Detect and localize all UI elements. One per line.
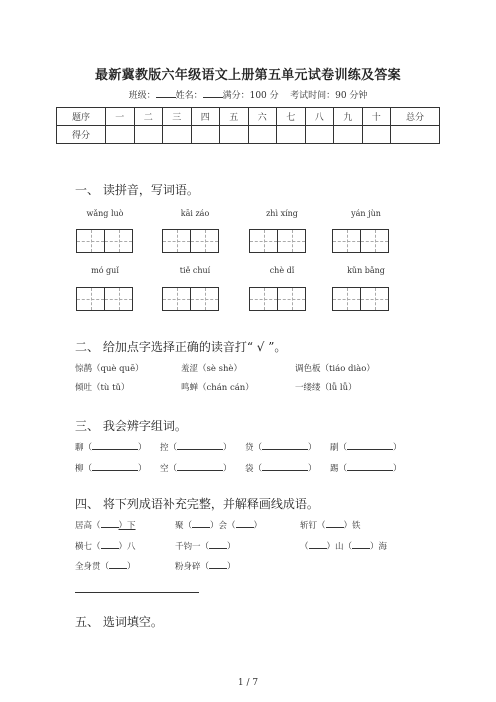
pinyin-label: tiě chuí xyxy=(179,266,211,275)
word-group-item[interactable]: 聊（ ） xyxy=(75,443,147,453)
time-label: 考试时间：90 分钟 xyxy=(290,91,368,101)
idiom-item[interactable]: 斩钉（ ）铁 xyxy=(300,521,361,531)
header-cell: 六 xyxy=(248,108,277,126)
score-cell xyxy=(334,126,363,144)
score-label: 满分：100 分 xyxy=(222,91,279,101)
document-title: 最新冀教版六年级语文上册第五单元试卷训练及答案 xyxy=(95,68,401,83)
score-row-label: 得分 xyxy=(57,126,106,144)
header-cell: 一 xyxy=(106,108,135,126)
header-cell: 四 xyxy=(191,108,220,126)
word-group-item[interactable]: 刷（ ） xyxy=(330,443,402,453)
section3-heading: 三、 我会辨字组词。 xyxy=(75,419,187,433)
pinyin-label: kāi záo xyxy=(180,209,210,218)
word-group-item[interactable]: 贷（ ） xyxy=(245,443,317,453)
idiom-item[interactable]: 粉身碎（ ） xyxy=(175,562,236,572)
score-cell xyxy=(163,126,192,144)
score-cell xyxy=(134,126,163,144)
header-cell: 二 xyxy=(134,108,163,126)
reading-choice[interactable]: 倾吐（tù tǔ） xyxy=(75,383,130,393)
score-cell xyxy=(277,126,306,144)
reading-choice[interactable]: 惊鹊（què quē） xyxy=(75,364,144,374)
score-cell xyxy=(191,126,220,144)
writing-grid[interactable] xyxy=(249,287,306,311)
writing-grid[interactable] xyxy=(162,229,219,253)
score-cell xyxy=(106,126,135,144)
idiom-item[interactable]: （ ）山（ ）海 xyxy=(300,542,388,552)
word-group-item[interactable]: 控（ ） xyxy=(160,443,232,453)
header-cell: 七 xyxy=(277,108,306,126)
header-cell: 三 xyxy=(163,108,192,126)
reading-choice[interactable]: 一缕缕（lǚ lǚ） xyxy=(295,383,357,393)
pinyin-label: kǔn bǎng xyxy=(347,266,385,275)
word-group-item[interactable]: 踢（ ） xyxy=(330,464,402,474)
score-table xyxy=(56,107,440,144)
reading-choice[interactable]: 鸣蝉（chán cán） xyxy=(181,383,254,393)
score-cell xyxy=(362,126,391,144)
pinyin-label: yán jùn xyxy=(351,209,381,218)
section2-heading: 二、 给加点字选择正确的读音打“ √ ”。 xyxy=(75,340,287,354)
pinyin-label: mó guǐ xyxy=(91,266,119,275)
idiom-item[interactable]: 横七（ ）八 xyxy=(75,542,136,552)
word-group-item[interactable]: 空（ ） xyxy=(160,464,232,474)
idiom-item[interactable]: 千钧一（ ） xyxy=(175,542,236,552)
section5-heading: 五、 选词填空。 xyxy=(75,615,163,629)
section4-heading: 四、 将下列成语补充完整，并解释画线成语。 xyxy=(75,497,319,511)
name-blank xyxy=(203,89,223,98)
idiom-item[interactable]: 居高（ ）下 xyxy=(75,521,136,531)
pinyin-label: wǎng luò xyxy=(86,209,124,218)
score-cell xyxy=(305,126,334,144)
word-group-item[interactable]: 袋（ ） xyxy=(245,464,317,474)
writing-grid[interactable] xyxy=(332,287,389,311)
section1-heading: 一、 读拼音，写词语。 xyxy=(75,183,199,197)
writing-grid[interactable] xyxy=(76,287,133,311)
class-label: 班级： xyxy=(128,91,156,101)
class-blank xyxy=(156,89,176,98)
header-cell: 八 xyxy=(305,108,334,126)
answer-line[interactable] xyxy=(75,592,199,593)
header-cell: 十 xyxy=(362,108,391,126)
writing-grid[interactable] xyxy=(332,229,389,253)
score-cell xyxy=(220,126,249,144)
writing-grid[interactable] xyxy=(162,287,219,311)
exam-info xyxy=(0,88,496,101)
pinyin-label: chè dǐ xyxy=(269,266,295,275)
reading-choice[interactable]: 调色板（tiáo diào） xyxy=(295,364,375,374)
score-table-score-row xyxy=(57,126,440,144)
header-cell: 五 xyxy=(220,108,249,126)
name-label: 姓名： xyxy=(175,91,203,101)
score-table-header-row xyxy=(57,108,440,126)
score-cell xyxy=(391,126,440,144)
writing-grid[interactable] xyxy=(249,229,306,253)
page-number: 1 / 7 xyxy=(237,678,259,688)
score-cell xyxy=(248,126,277,144)
pinyin-label: zhì xíng xyxy=(266,209,298,218)
header-cell: 九 xyxy=(334,108,363,126)
word-group-item[interactable]: 柳（ ） xyxy=(75,464,147,474)
reading-choice[interactable]: 羞涩（sè shè） xyxy=(181,364,242,374)
idiom-item[interactable]: 聚（ ）会（ ） xyxy=(175,521,263,531)
header-cell: 题序 xyxy=(57,108,106,126)
writing-grid[interactable] xyxy=(76,229,133,253)
idiom-item[interactable]: 全身贯（ ） xyxy=(75,562,136,572)
header-cell: 总分 xyxy=(391,108,440,126)
